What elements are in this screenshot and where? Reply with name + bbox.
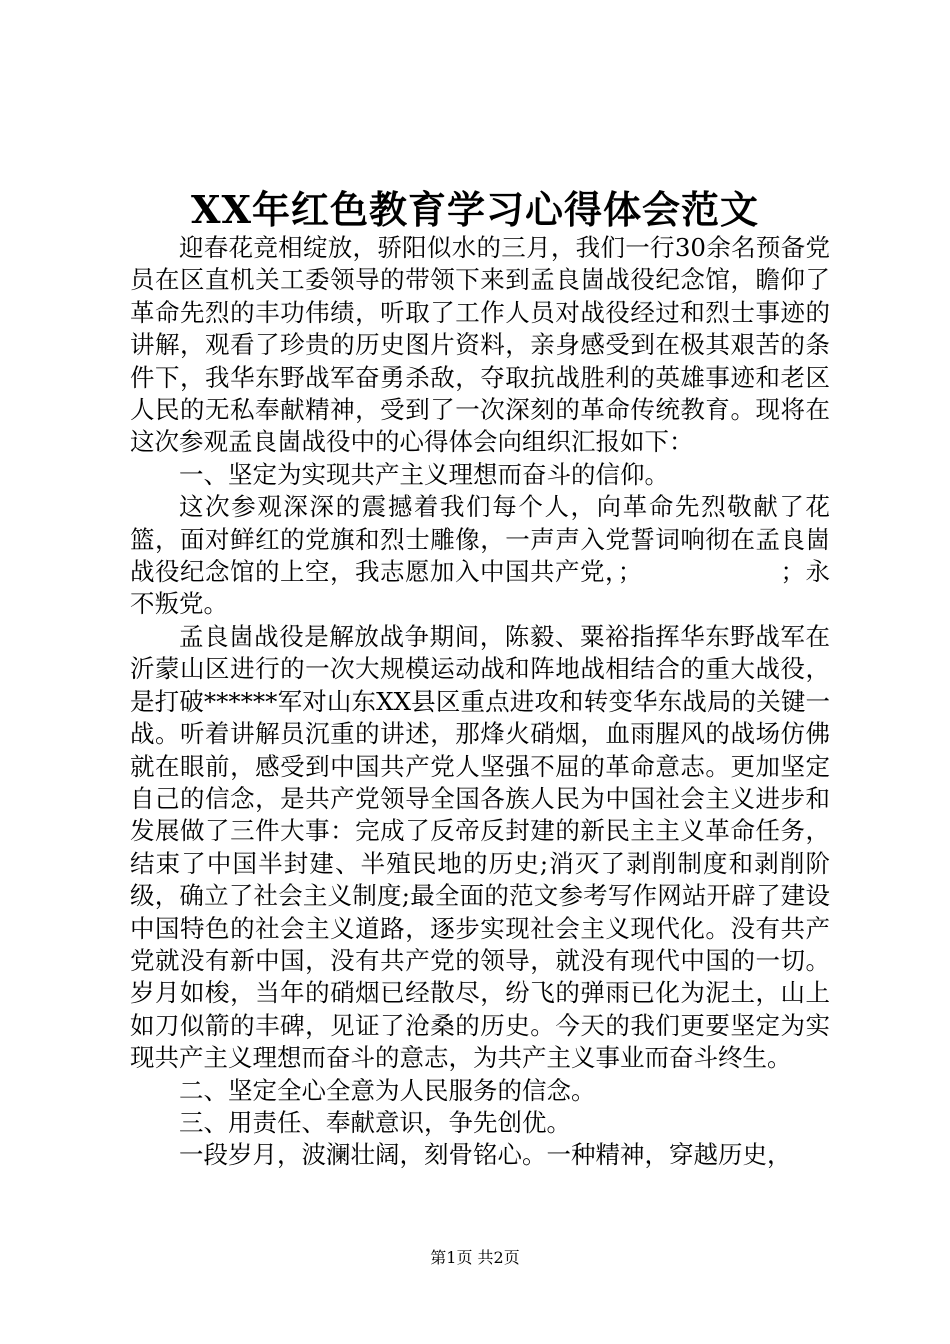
paragraph-oath: 这次参观深深的震撼着我们每个人，向革命先烈敬献了花篮，面对鲜红的党旗和烈士雕像，一声声入党誓词响彻在孟良崮战役纪念馆的上空，我志愿加入中国共产党，； ；永不叛党。 [130,492,830,619]
heading-section-1: 一、坚定为实现共产主义理想而奋斗的信仰。 [179,459,669,489]
paragraph-closing: 一段岁月，波澜壮阔，刻骨铭心。一种精神，穿越历史， [179,1140,792,1170]
heading-section-3: 三、用责任、奉献意识，争先创优。 [179,1107,571,1137]
heading-section-2: 二、坚定全心全意为人民服务的信念。 [179,1075,596,1105]
page-footer: 第1页 共2页 [430,1248,520,1267]
paragraph-battle: 孟良崮战役是解放战争期间，陈毅、粟裕指挥华东野战军在沂蒙山区进行的一次大规模运动战和阵地战相结合的重大战役，是打破******军对山东XX县区重点进攻和转变华东战局的关键一战。听着讲解员沉重的讲述，那烽火硝烟，血雨腥风的战场仿佛就在眼前，感受到中国共产党人坚强不屈的革命意志。更加坚定自己的信念，是共产党领导全国各族人民为中国社会主义进步和发展做了三件大事：完成了反帝反封建的新民主主义革命任务，结束了中国半封建、半殖民地的历史;消灭了剥削制度和剥削阶级，确立了社会主义制度;最全面的范文参考写作网站开辟了建设中国特色的社会主义道路，逐步实现社会主义现代化。没有共产党就没有新中国，没有共产党的领导，就没有现代中国的一切。岁月如梭，当年的硝烟已经散尽，纷飞的弹雨已化为泥土，山上如刀似箭的丰碑，见证了沧桑的历史。今天的我们更要坚定为实现共产主义理想而奋斗的意志，为共产主义事业而奋斗终生。 [130,621,830,1073]
document-title: XX年红色教育学习心得体会范文 [191,187,759,232]
document-body [130,232,830,1172]
paragraph-intro: 迎春花竞相绽放，骄阳似水的三月，我们一行30余名预备党员在区直机关工委领导的带领下来到孟良崮战役纪念馆，瞻仰了革命先烈的丰功伟绩，听取了工作人员对战役经过和烈士事迹的讲解，观看了珍贵的历史图片资料，亲身感受到在极其艰苦的条件下，我华东野战军奋勇杀敌，夺取抗战胜利的英雄事迹和老区人民的无私奉献精神，受到了一次深刻的革命传统教育。现将在这次参观孟良崮战役中的心得体会向组织汇报如下： [130,233,830,457]
